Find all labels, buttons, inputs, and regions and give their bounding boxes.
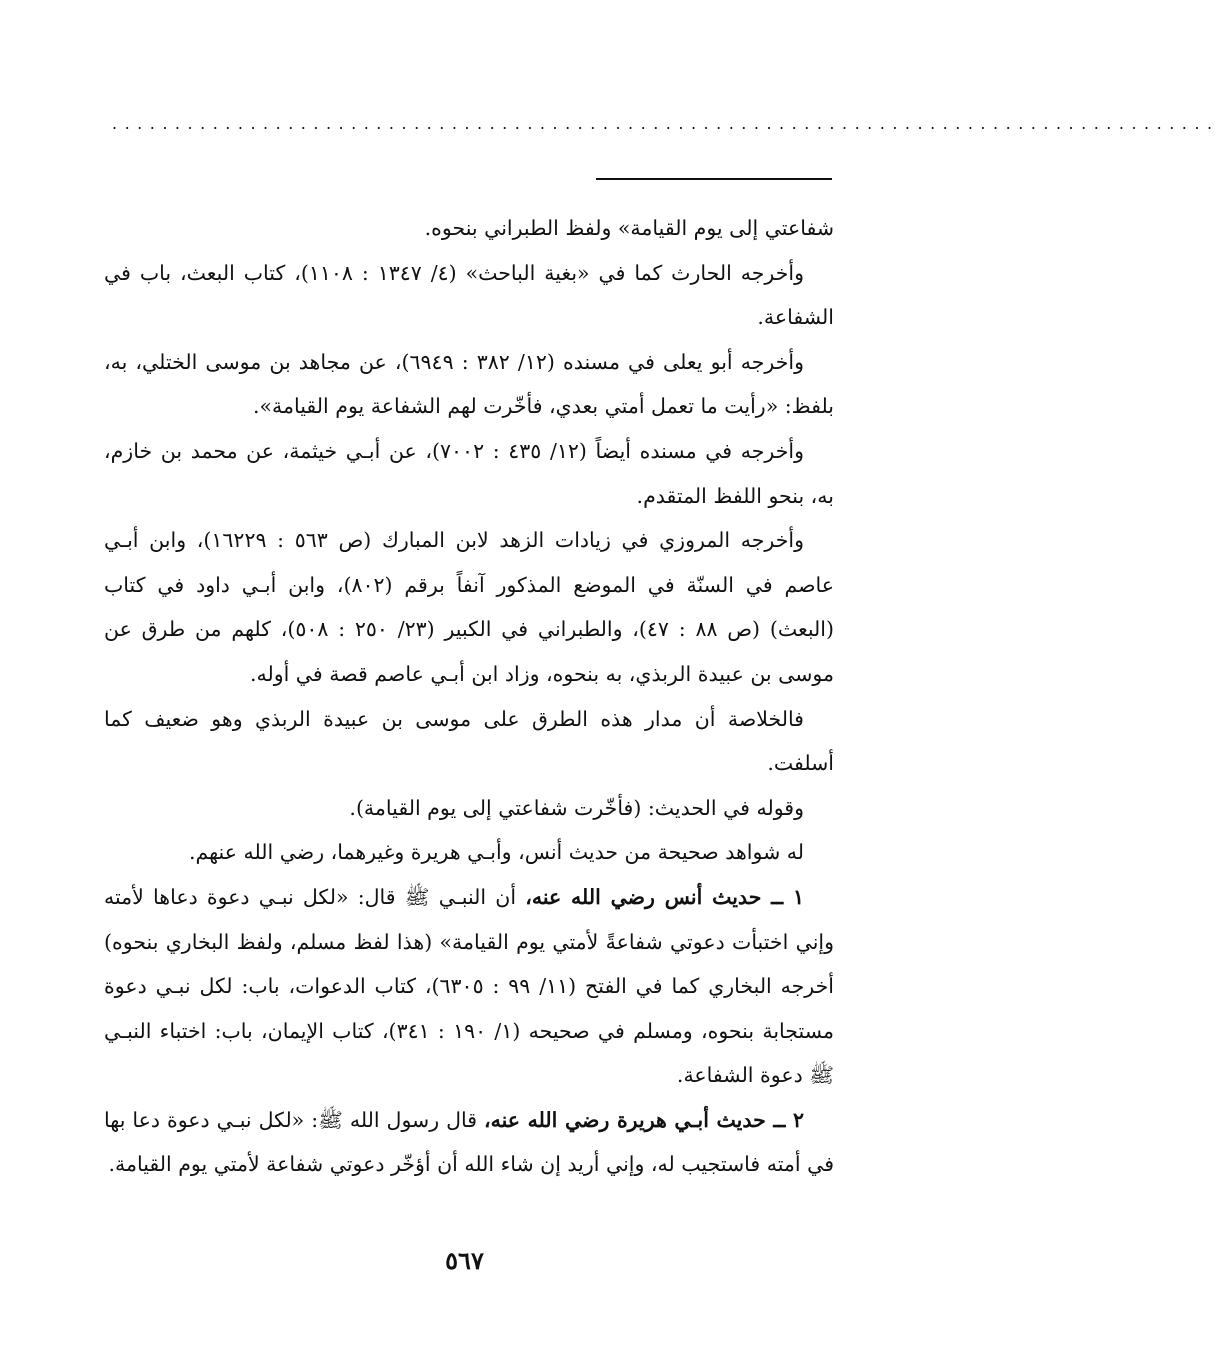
paragraph: وأخرجه أبو يعلى في مسنده (١٢/ ٣٨٢ : ٦٩٤٩)، عن مجاهد بن موسى الختلي، به، بلفظ: «رأيت ما تعمل أمتي بعدي، فأخّرت لهم الشفاعة يوم القيامة». <box>104 349 834 419</box>
page-number: ٥٦٧ <box>445 1246 484 1275</box>
paragraph: فالخلاصة أن مدار هذه الطرق على موسى بن عبيدة الربذي وهو ضعيف كما أسلفت. <box>104 706 834 776</box>
hadith-text: أن النبـي ﷺ قال: «لكل نبـي دعوة دعاها لأمته وإني اختبأت دعوتي شفاعةً لأمتي يوم القيامة» (هذا لفظ مسلم، ولفظ البخاري بنحوه) أخرجه البخاري كما في الفتح (١١/ ٩٩ : ٦٣٠٥)، كتاب الدعوات، باب: لكل نبـي دعوة مستجابة بنحوه، ومسلم في صحيحه (١/ ١٩٠ : ٣٤١)، كتاب الإيمان، باب: اختباء النبـي ﷺ دعوة الشفاعة. <box>104 884 834 1088</box>
paragraph: وأخرجه الحارث كما في «بغية الباحث» (٤/ ١٣٤٧ : ١١٠٨)، كتاب البعث، باب في الشفاعة. <box>104 260 834 330</box>
paragraph: وقوله في الحديث: (فأخّرت شفاعتي إلى يوم القيامة). <box>349 795 804 820</box>
hadith-paragraph-1 <box>104 875 834 1098</box>
footnote-rule <box>596 178 832 180</box>
paragraph: له شواهد صحيحة من حديث أنس، وأبـي هريرة وغيرهما، رضي الله عنهم. <box>188 840 804 865</box>
hadith-heading: ٢ ــ حديث أبـي هريرة رضي الله عنه، <box>484 1107 805 1132</box>
paragraph: شفاعتي إلى يوم القيامة» ولفظ الطبراني بنحوه. <box>424 216 834 240</box>
hadith-heading: ١ ــ حديث أنس رضي الله عنه، <box>525 884 804 909</box>
paragraph: وأخرجه في مسنده أيضاً (١٢/ ٤٣٥ : ٧٠٠٢)، عن أبـي خيثمة، عن محمد بن خازم، به، بنحو اللفظ المتقدم. <box>104 438 834 508</box>
hadith-text: قال رسول الله ﷺ: «لكل نبـي دعوة دعا بها في أمته فاستجيب له، وإني أريد إن شاء الله أن أؤخّر دعوتي شفاعة لأمتي يوم القيامة. <box>104 1107 834 1177</box>
footnote-body <box>104 206 834 1187</box>
paragraph: وأخرجه المروزي في زيادات الزهد لابن المبارك (ص ٥٦٣ : ١٦٢٢٩)، وابن أبـي عاصم في السنّة في الموضع المذكور آنفاً برقم (٨٠٢)، وابن أبـي داود في كتاب (البعث) (ص ٨٨ : ٤٧)، والطبراني في الكبير (٢٣/ ٢٥٠ : ٥٠٨)، كلهم من طرق عن موسى بن عبيدة الربذي، به بنحوه، وزاد ابن أبـي عاصم قصة في أوله. <box>104 528 834 686</box>
hadith-paragraph-2 <box>104 1098 834 1187</box>
dotted-separator: ........................................................................................ <box>112 114 1220 133</box>
